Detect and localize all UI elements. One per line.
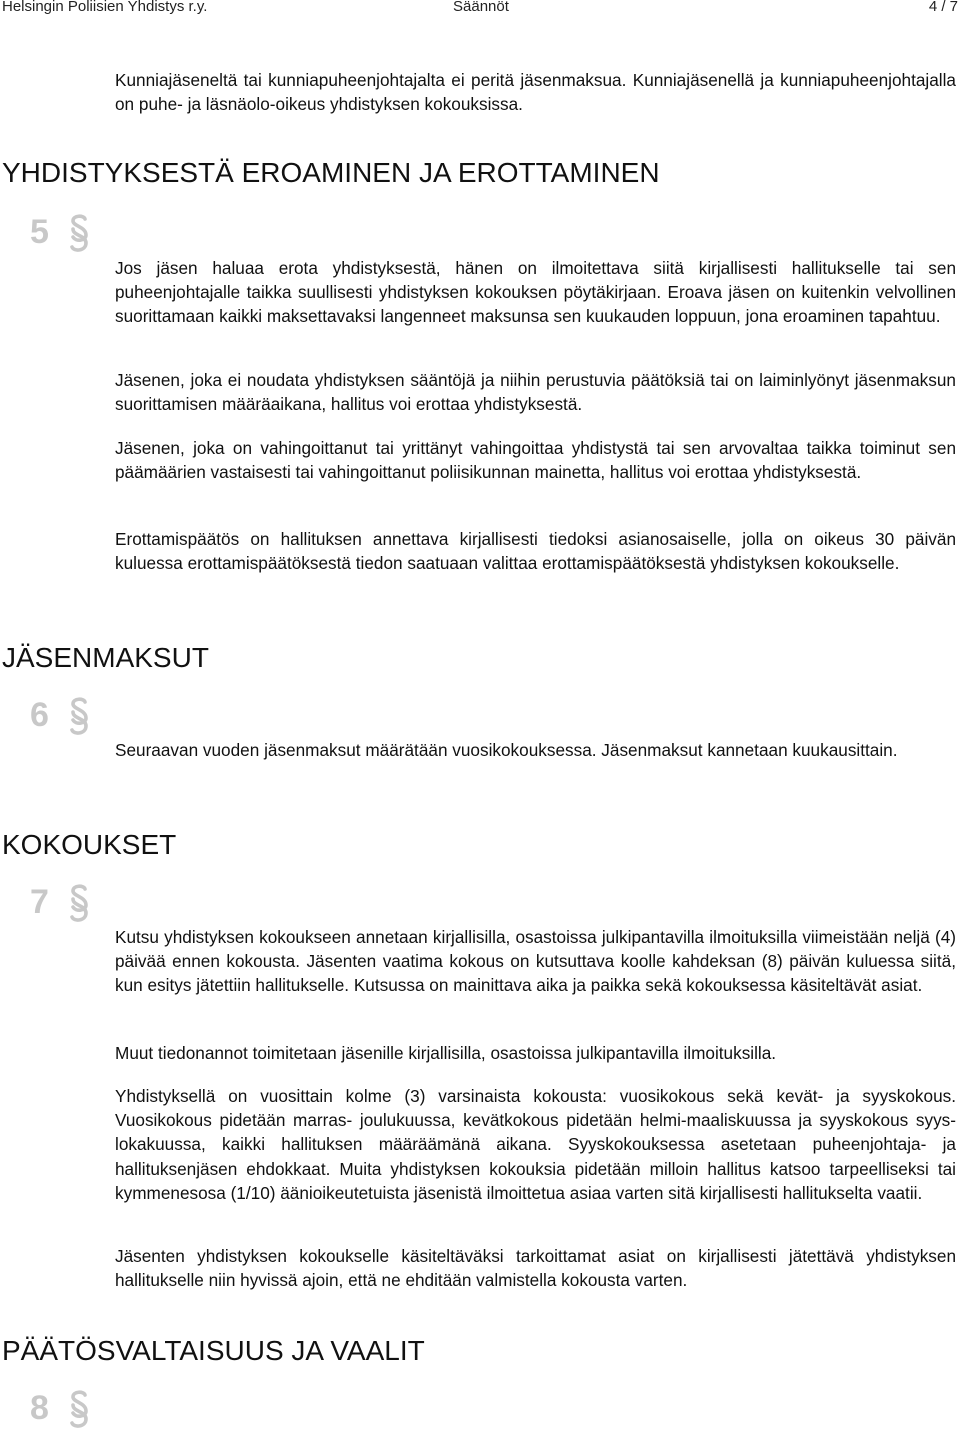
section-heading: PÄÄTÖSVALTAISUUS JA VAALIT [2,1335,425,1366]
paragraph: Kutsu yhdistyksen kokoukseen annetaan kirjallisilla, osastoissa julkipantavilla ilmoituksilla viimeistään neljä (4) päivää ennen kokousta. Jäsenten vaatima kokous on kutsuttava koolle kahdeksan (8) päivän kuluessa siitä, kun esitys jätettiin hallitukselle. Kutsussa on mainittava aika ja paikka sekä kokouksessa käsiteltävät asiat. [115,927,956,996]
header-page-number: 4 / 7 [928,0,958,15]
section-heading: YHDISTYKSESTÄ EROAMINEN JA EROTTAMINEN [2,157,660,188]
section-number-value: 6 [30,696,49,734]
section-heading: KOKOUKSET [2,829,177,860]
section-sign-icon [68,214,90,254]
paragraph: Jäsenen, joka ei noudata yhdistyksen sääntöjä ja niihin perustuvia päätöksiä tai on laiminlyönyt jäsenmaksun suorittamisen määräaikana, hallitus voi erottaa yhdistyksestä. [115,370,956,415]
paragraph: Yhdistyksellä on vuosittain kolme (3) varsinaista kokousta: vuosikokous sekä kevät- ja syyskokous. Vuosikokous pidetään marras- joulukuussa, kevätkokous pidetään helmi-maaliskuussa ja syyskokous syys- lokakuussa, kaikki hallituksen määräämänä aikana. Syyskokouksessa asetetaan puheenjohtaja- ja hallituksenjäsen ehdokkaat. Muita yhdistyksen kokouksia pidetään milloin hallitus katsoo tarpeelliseksi tai kymmenesosa (1/10) äänioikeutetuista jäsenistä ilmoittetua asiaa varten sitä kirjallisesti hallitukselta vaatii. [115,1086,956,1203]
section-number-value: 5 [30,213,49,251]
header-document-title: Säännöt [453,0,509,15]
paragraph: Jäsenen, joka on vahingoittanut tai yrittänyt vahingoittaa yhdistystä tai sen arvovaltaa taikka toiminut sen päämäärien vastaisesti tai vahingoittanut poliisikunnan mainetta, hallitus voi erottaa yhdistyksestä. [115,438,956,483]
paragraph: Erottamispäätös on hallituksen annettava kirjallisesti tiedoksi asianosaiselle, jolla on oikeus 30 päivän kuluessa erottamispäätöksestä tiedon saatuaan valittaa erottamispäätöksestä yhdistyksen kokoukselle. [115,529,956,574]
paragraph: Seuraavan vuoden jäsenmaksut määrätään vuosikokouksessa. Jäsenmaksut kannetaan kuukausittain. [115,740,898,760]
paragraph: Muut tiedonannot toimitetaan jäsenille kirjallisilla, osastoissa julkipantavilla ilmoituksilla. [115,1043,777,1063]
header-organization: Helsingin Poliisien Yhdistys r.y. [2,0,208,15]
section-sign-icon [68,1390,90,1430]
section-number-value: 7 [30,883,49,921]
paragraph: Jos jäsen haluaa erota yhdistyksestä, hänen on ilmoitettava siitä kirjallisesti hallitukselle tai sen puheenjohtajalle taikka suullisesti yhdistyksen kokouksen pöytäkirjaan. Eroava jäsen on kuitenkin velvollinen suorittamaan kaikki maksettavaksi langenneet maksunsa sen kuukauden loppuun, jona eroaminen tapahtuu. [115,258,956,327]
section-heading: JÄSENMAKSUT [2,642,209,673]
paragraph: Jäsenten yhdistyksen kokoukselle käsiteltäväksi tarkoittamat asiat on kirjallisesti jätettävä yhdistyksen hallitukselle niin hyvissä ajoin, että ne ehditään valmistella kokousta varten. [115,1246,956,1291]
page-header [0,0,960,16]
section-number-value: 8 [30,1389,49,1427]
intro-paragraph: Kunniajäseneltä tai kunniapuheenjohtajalta ei peritä jäsenmaksua. Kunniajäsenellä ja kunniapuheenjohtajalla on puhe- ja läsnäolo-oikeus yhdistyksen kokouksissa. [115,70,956,115]
section-sign-icon [68,697,90,737]
section-sign-icon [68,884,90,924]
